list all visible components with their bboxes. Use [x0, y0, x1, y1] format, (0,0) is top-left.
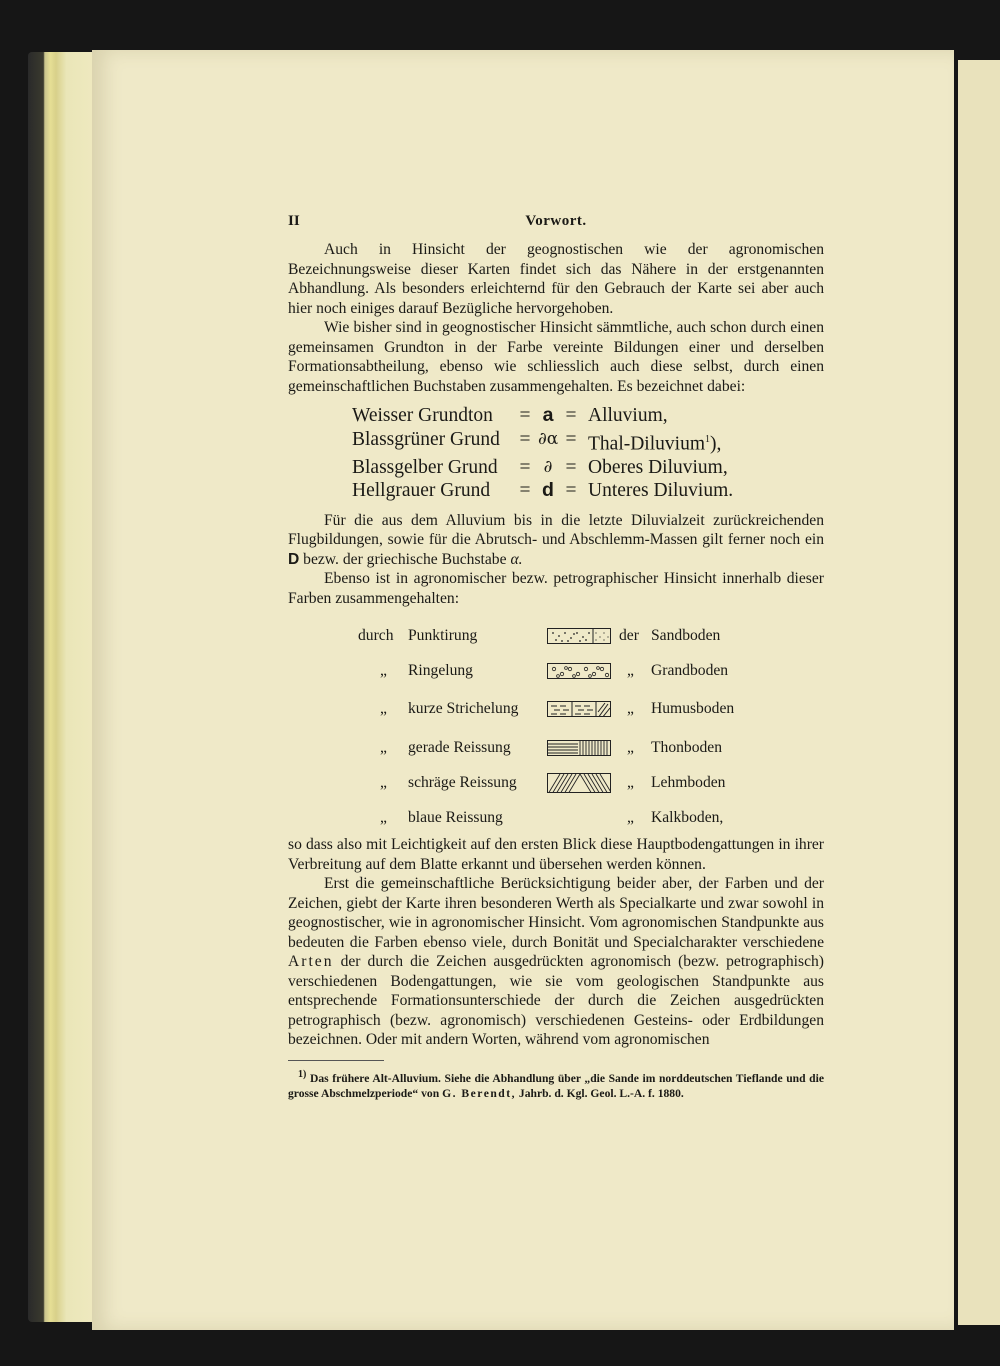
- legend-ditto: „: [627, 700, 634, 718]
- paragraph-1: Auch in Hinsicht der geognostischen wie der agronomischen Bezeichnungsweise dieser Karten findet sich das Nähere in der erstgenannten Abhandlung. Als besonders erleichternd für den Gebrauch der Karte sei aber auch hier noch einiges darauf Bezügliche hervorgehoben.: [288, 241, 824, 317]
- footnote-author: G. Berendt,: [442, 1087, 516, 1101]
- legend-label: blaue Reissung: [408, 808, 503, 826]
- page-content: [288, 208, 824, 1102]
- legend-soil: Kalkboden,: [651, 808, 724, 826]
- book-page-edges: [28, 52, 98, 1322]
- footnote-ref: 1: [704, 433, 710, 445]
- legend-lead: durch: [358, 626, 394, 644]
- equation-value-text: Thal-Diluvium: [588, 433, 705, 454]
- equation-value: [584, 428, 721, 456]
- emphasis-arten: Arten: [288, 953, 334, 970]
- equation-symbol: d: [542, 479, 554, 501]
- equals-sign: =: [519, 405, 531, 426]
- legend-label: kurze Strichelung: [408, 700, 519, 718]
- equals-sign: =: [565, 428, 577, 450]
- equals-sign: =: [565, 456, 577, 478]
- legend-ditto: „: [627, 773, 634, 791]
- equation-row: [352, 428, 824, 456]
- swatch-straight-lines: [547, 740, 611, 756]
- equation-name: Blassgrüner Grund: [352, 428, 500, 450]
- paragraph-3: [288, 511, 824, 570]
- page-header: [288, 208, 824, 240]
- equation-row: [352, 456, 824, 480]
- swatch-dashes: [547, 701, 611, 717]
- equation-symbol: a: [542, 404, 554, 426]
- page-title: Vorwort.: [525, 213, 587, 229]
- symbol-d: D: [288, 550, 300, 568]
- equals-sign: =: [519, 480, 531, 501]
- legend-lead: „: [380, 808, 387, 826]
- swatch-rings: [547, 663, 611, 679]
- legend-ditto: „: [627, 738, 634, 756]
- equation-symbol: ∂α: [538, 428, 559, 449]
- equation-value: Oberes Diluvium,: [588, 456, 728, 478]
- equation-value: Unteres Diluvium.: [588, 480, 734, 501]
- equation-name: Hellgrauer Grund: [352, 480, 491, 501]
- legend-label: gerade Reissung: [408, 738, 511, 756]
- legend-soil: Grandboden: [651, 661, 729, 679]
- legend-row: [288, 653, 824, 688]
- symbol-alpha: α.: [510, 550, 523, 568]
- equals-sign: =: [519, 428, 531, 450]
- footnote-marker: 1): [298, 1068, 307, 1080]
- page-number: II: [288, 213, 300, 229]
- equation-row: [352, 479, 824, 503]
- equation-value-tail: ),: [709, 433, 722, 454]
- swatch-oblique-lines: [547, 773, 611, 793]
- paragraph-6: [288, 874, 824, 1050]
- legend-lead: „: [380, 738, 387, 756]
- equals-sign: =: [565, 480, 577, 501]
- legend-soil: Thonboden: [651, 738, 723, 756]
- legend-label: schräge Reissung: [408, 773, 517, 791]
- paragraph-2: Wie bisher sind in geognostischer Hinsicht sämmtliche, auch schon durch einen gemeinsamen Grundton in der Farbe vereinte Bildungen einer und derselben Formationsabtheilung, ebenso wie schliesslich auch diese selbst, durch einen gemeinschaftlichen Buchstaben zusammengehalten. Es bezeichnet dabei:: [288, 319, 824, 395]
- equation-list: [352, 404, 824, 503]
- footnote-text-c: Jahrb. d. Kgl. Geol. L.-A. f. 1880.: [518, 1087, 684, 1101]
- legend-lead: „: [380, 773, 387, 791]
- paragraph-6-text-b: der durch die Zeichen ausgedrückten agronomisch (bezw. petrographisch) verschiedenen Bodengattungen, wie sie vom geologischen Standpunkte aus entsprechende Formationsunterschiede der durch die Zeichen ausgedrückten petrographisch (bezw. agronomisch) verschiedenen Gesteins- oder Erdbildungen bezeichnen. Oder mit andern Worten, während vom agronomischen: [288, 953, 824, 1048]
- legend-lead: „: [380, 700, 387, 718]
- legend-row: [288, 730, 824, 765]
- footnote: [288, 1067, 824, 1103]
- equals-sign: =: [519, 456, 531, 478]
- paragraph-3-text: Für die aus dem Alluvium bis in die letzte Diluvialzeit zurückreichenden Flugbildungen, sowie für die Abrutsch- und Abschlemm-Massen gilt ferner noch ein: [288, 511, 824, 548]
- footnote-text-a: Das frühere Alt-Alluvium.: [309, 1071, 441, 1085]
- legend-row: [288, 765, 824, 800]
- legend-label: Ringelung: [408, 661, 473, 679]
- paragraph-4: Ebenso ist in agronomischer bezw. petrographischer Hinsicht innerhalb dieser Farben zusammengehalten:: [288, 570, 824, 607]
- equation-name: Weisser Grundton: [352, 405, 493, 426]
- equation-symbol: ∂: [543, 456, 553, 477]
- footnote-rule: [288, 1060, 384, 1061]
- paragraph-3-text-b: bezw. der griechische Buchstabe: [303, 550, 507, 568]
- paragraph-6-text: Erst die gemeinschaftliche Berücksichtigung beider aber, der Farben und der Zeichen, giebt der Karte ihren besonderen Werth als Specialkarte und zwar sowohl in geognostischer, wie in agronomischer Hinsicht. Vom agronomischen Standpunkte aus bedeuten die Farben ebenso viele, durch Bonität und Specialcharakter verschiedene: [288, 875, 824, 951]
- paragraph-5: so dass also mit Leichtigkeit auf den ersten Blick diese Hauptbodengattungen in ihrer Verbreitung auf dem Blatte erkannt und übersehen werden können.: [288, 836, 824, 873]
- legend-soil: Humusboden: [651, 700, 735, 718]
- swatch-dots: [547, 628, 611, 644]
- next-page-edge: [958, 60, 1000, 1325]
- legend-ditto: der: [619, 626, 639, 644]
- legend-ditto: „: [627, 661, 634, 679]
- symbol-legend: [288, 618, 824, 835]
- legend-label: Punktirung: [408, 626, 478, 644]
- footnote-text-b: Siehe die Abhandlung über „die Sande im norddeutschen Tieflande und die grosse Abschmelzperiode“ von: [288, 1071, 824, 1101]
- footnote-block: [288, 1060, 824, 1103]
- equation-value: Alluvium,: [588, 405, 668, 426]
- legend-row: [288, 618, 824, 653]
- legend-row: [288, 800, 824, 835]
- legend-lead: „: [380, 661, 387, 679]
- equation-name: Blassgelber Grund: [352, 456, 498, 478]
- legend-soil: Sandboden: [651, 626, 721, 644]
- equation-row: [352, 404, 824, 428]
- legend-ditto: „: [627, 808, 634, 826]
- legend-soil: Lehmboden: [651, 773, 726, 791]
- legend-row: [288, 688, 824, 730]
- equals-sign: =: [565, 405, 577, 426]
